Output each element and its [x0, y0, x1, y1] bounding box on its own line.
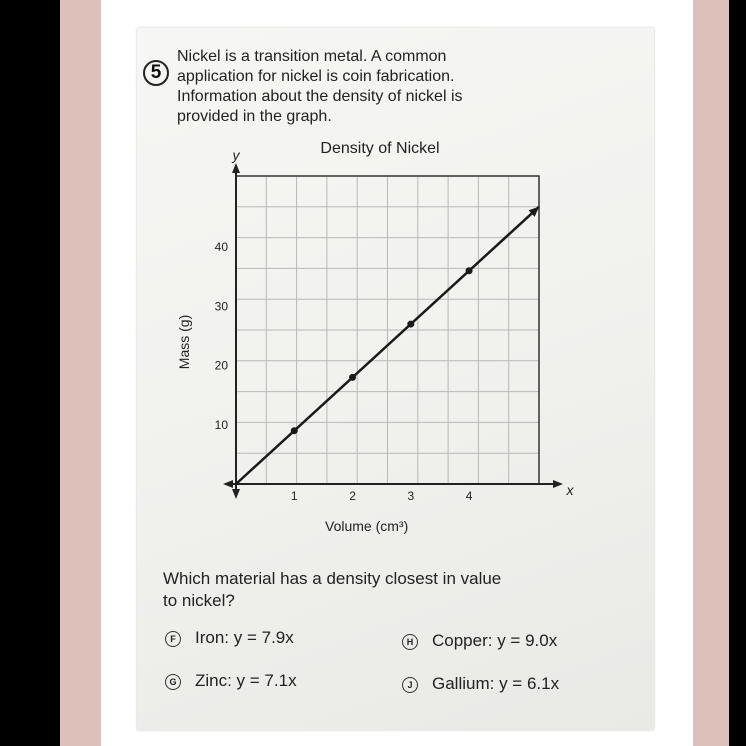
question-line-1: Nickel is a transition metal. A common	[177, 48, 447, 65]
x-axis-letter: x	[566, 482, 574, 498]
question-line-2: application for nickel is coin fabrication.	[177, 68, 455, 85]
chart-labels	[215, 240, 473, 503]
y-axis-letter: y	[232, 147, 240, 163]
y-tick-label: 10	[214, 417, 228, 432]
x-axis-arrow-left	[223, 480, 233, 488]
choice-letter-j: J	[402, 677, 418, 693]
question-prompt-line-1: Which material has a density closest in value	[163, 569, 502, 588]
choice-letter-h: H	[402, 634, 418, 650]
question-line-3: Information about the density of nickel is	[177, 88, 463, 105]
data-point	[291, 427, 298, 434]
x-tick-label: 1	[290, 489, 298, 503]
x-axis-label: Volume (cm³)	[325, 518, 409, 534]
data-point	[407, 321, 414, 328]
y-tick-label: 40	[214, 240, 228, 255]
question-line-4: provided in the graph.	[177, 108, 332, 125]
choice-text-j: Gallium: y = 6.1x	[432, 674, 560, 693]
choice-j[interactable]	[402, 674, 559, 694]
x-tick-label: 2	[349, 489, 356, 503]
x-tick-label: 3	[407, 489, 415, 503]
choice-f[interactable]	[165, 628, 294, 648]
choice-letter-g: G	[165, 674, 181, 690]
choice-h[interactable]	[402, 631, 557, 651]
y-axis-arrow-down	[232, 489, 240, 499]
choice-letter-f: F	[165, 631, 181, 647]
chart-title: Density of Nickel	[320, 140, 440, 157]
y-axis-arrow-up	[232, 163, 240, 173]
choice-text-f: Iron: y = 7.9x	[195, 628, 294, 647]
y-tick-label: 20	[214, 358, 228, 373]
question-prompt	[163, 568, 501, 612]
chart-grid	[236, 176, 539, 484]
x-axis-arrow-right	[553, 480, 563, 488]
data-point	[349, 374, 356, 381]
question-number-badge: 5	[143, 60, 169, 86]
choice-text-h: Copper: y = 9.0x	[432, 631, 558, 650]
choice-g[interactable]	[165, 671, 297, 691]
data-point	[466, 267, 473, 274]
choice-text-g: Zinc: y = 7.1x	[195, 671, 297, 690]
y-tick-label: 30	[214, 299, 228, 314]
question-prompt-line-2: to nickel?	[163, 591, 235, 610]
y-axis-label: Mass (g)	[176, 314, 192, 370]
x-tick-label: 4	[465, 489, 473, 503]
